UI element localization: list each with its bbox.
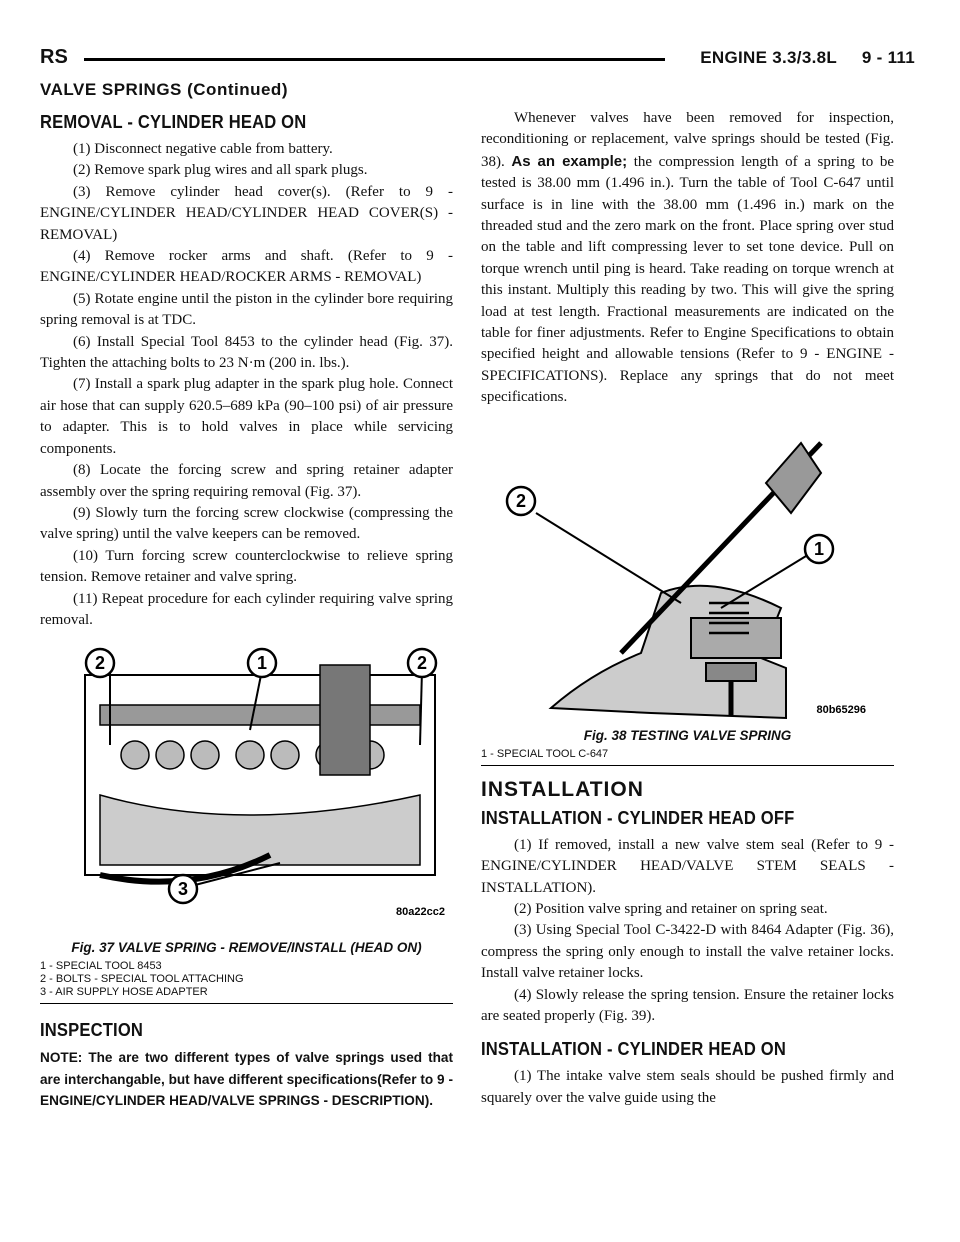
figure-38-caption: Fig. 38 TESTING VALVE SPRING — [583, 727, 792, 743]
callout-3: 3 — [177, 879, 189, 900]
figure-rule — [481, 765, 894, 766]
step: (6) Install Special Tool 8453 to the cylinder head (Fig. 37). Tighten the attaching bolts to 23 N·m (200 in. lbs.). — [40, 333, 453, 372]
step: (2) Position valve spring and retainer on spring seat. — [514, 900, 828, 917]
legend-item: 1 - SPECIAL TOOL 8453 — [40, 960, 162, 973]
inspection-note: NOTE: The are two different types of valve springs used that are interchangable, but have different specifications(Refer to 9 - ENGINE/CYLINDER HEAD/VALVE SPRINGS - DESCRIPTION). — [40, 1050, 453, 1108]
figure-37-legend — [40, 960, 453, 999]
installation-head-off-heading: INSTALLATION - CYLINDER HEAD OFF — [481, 807, 795, 828]
header-left: RS — [40, 46, 68, 68]
legend-item: 3 - AIR SUPPLY HOSE ADAPTER — [40, 986, 208, 999]
installation-head-on-heading: INSTALLATION - CYLINDER HEAD ON — [481, 1039, 787, 1060]
step: (9) Slowly turn the forcing screw clockwise (compressing the valve spring) until the valve keepers can be removed. — [40, 504, 453, 543]
para-text: the compression length of a spring to be tested is 38.00 mm (1.496 in.). Turn the table of Tool C-647 until surface is in line with the 38.00 mm (1.496 in.) mark on the threaded stud and the zero mark on the front. Place spring over stud on the table and lift compressing lever to set tone device. Pull on torque wrench until ping is heard. Take reading on torque wrench at this instant. Multiply this reading by two. This will give the spring load at test length. Fractional measurements are indicated on the table for finer adjustments. Refer to Engine Specifications to obtain specified height and allowable tensions (Refer to 9 - ENGINE - SPECIFICATIONS). Replace any springs that do not meet specifications. — [481, 153, 895, 406]
installation-heading: INSTALLATION — [481, 777, 644, 801]
cylinder-head-illustration — [40, 645, 453, 935]
figure-37-caption: Fig. 37 VALVE SPRING - REMOVE/INSTALL (HEAD ON) — [71, 940, 422, 956]
removal-heading: REMOVAL - CYLINDER HEAD ON — [40, 112, 307, 132]
step: (2) Remove spark plug wires and all spark plugs. — [73, 162, 368, 179]
page-header — [40, 46, 915, 76]
callout-1: 1 — [256, 653, 268, 674]
step: (7) Install a spark plug adapter in the spark plug hole. Connect air hose that can supply 620.5–689 kPa (90–100 psi) of air pressure to adapter. This is to hold valves in place while servicing components. — [40, 376, 453, 457]
testing-paragraph — [481, 108, 894, 409]
para-text: Whenever valves have been removed for inspection, reconditioning or replacement, valve springs should be tested (Fig. 38). — [481, 110, 894, 170]
callout-2b: 2 — [416, 653, 428, 674]
step: (3) Remove cylinder head cover(s). (Refer to 9 - ENGINE/CYLINDER HEAD/CYLINDER HEAD COVER(S) - REMOVAL) — [40, 183, 453, 243]
step: (1) The intake valve stem seals should be pushed firmly and squarely over the valve guide using the — [481, 1068, 894, 1106]
continued-title: VALVE SPRINGS (Continued) — [40, 80, 288, 99]
step: (3) Using Special Tool C-3422-D with 8464 Adapter (Fig. 36), compress the spring only enough to install the valve retainer locks. Install valve retainer locks. — [481, 922, 894, 982]
spring-tester-illustration — [481, 423, 894, 723]
header-rule — [84, 58, 665, 61]
legend-item: 2 - BOLTS - SPECIAL TOOL ATTACHING — [40, 973, 244, 986]
header-right: ENGINE 3.3/3.8L 9 - 111 — [700, 48, 915, 67]
step: (8) Locate the forcing screw and spring retainer adapter assembly over the spring requiring removal (Fig. 37). — [40, 462, 453, 500]
figure-rule — [40, 1003, 453, 1004]
inspection-heading: INSPECTION — [40, 1020, 144, 1041]
figure-38 — [481, 423, 894, 766]
right-column — [481, 108, 894, 1109]
figure-38-legend — [481, 748, 894, 761]
step: (4) Slowly release the spring tension. Ensure the retainer locks are seated properly (Fig. 39). — [481, 986, 894, 1024]
callout-2a: 2 — [94, 653, 106, 674]
figure-code: 80a22cc2 — [396, 906, 445, 919]
step: (1) Disconnect negative cable from battery. — [73, 141, 333, 157]
step: (4) Remove rocker arms and shaft. (Refer to 9 - ENGINE/CYLINDER HEAD/ROCKER ARMS - REMOVAL) — [40, 248, 453, 286]
callout-1: 1 — [813, 538, 825, 559]
para-bold: As an example; — [511, 152, 628, 170]
figure-37 — [40, 645, 453, 1004]
step: (11) Repeat procedure for each cylinder requiring valve spring removal. — [40, 590, 453, 628]
legend-item: 1 - SPECIAL TOOL C-647 — [481, 747, 609, 760]
callout-2: 2 — [515, 490, 527, 511]
step: (10) Turn forcing screw counterclockwise to relieve spring tension. Remove retainer and valve spring. — [40, 547, 453, 586]
step: (1) If removed, install a new valve stem seal (Refer to 9 - ENGINE/CYLINDER HEAD/VALVE STEM SEALS - INSTALLATION). — [481, 836, 894, 896]
step: (5) Rotate engine until the piston in the cylinder bore requiring spring removal is at TDC. — [40, 290, 453, 329]
left-column — [40, 108, 453, 1111]
figure-code: 80b65296 — [816, 703, 866, 716]
